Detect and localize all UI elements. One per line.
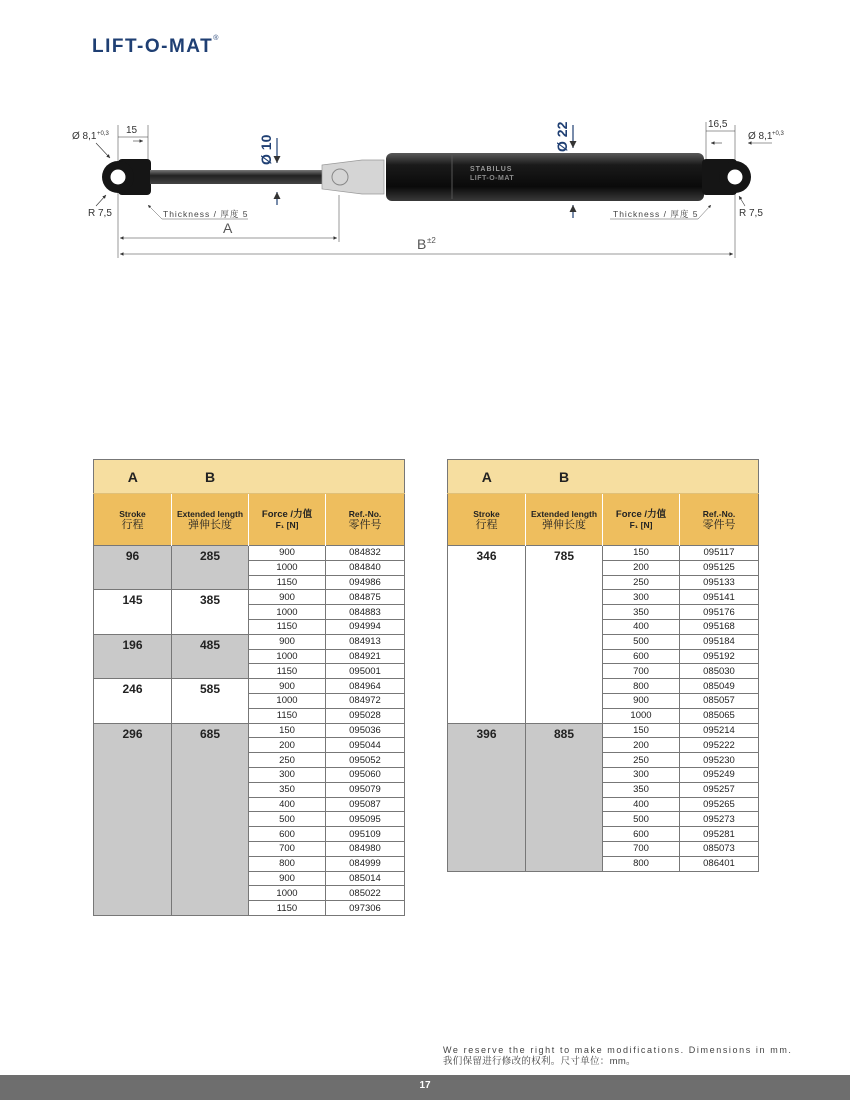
- force-value: 500: [249, 812, 326, 827]
- force-value: 200: [603, 560, 680, 575]
- ref-no-value: 095001: [326, 664, 405, 679]
- ref-no-value: 084840: [326, 560, 405, 575]
- ref-no-value: 084913: [326, 634, 405, 649]
- ref-no-value: 095079: [326, 782, 405, 797]
- stroke-header: Stroke 行程: [448, 494, 526, 546]
- ref-no-value: 095168: [680, 619, 759, 634]
- ref-no-value: 095060: [326, 767, 405, 782]
- force-value: 200: [603, 738, 680, 753]
- force-value: 900: [249, 871, 326, 886]
- ref-no-value: 086401: [680, 856, 759, 871]
- col-a-header: A: [94, 460, 172, 494]
- ref-no-value: 084921: [326, 649, 405, 664]
- ref-no-value: 094986: [326, 575, 405, 590]
- force-value: 1150: [249, 708, 326, 723]
- ref-no-value: 095184: [680, 634, 759, 649]
- right-eye-fitting: [702, 159, 751, 195]
- force-value: 1150: [249, 575, 326, 590]
- extended-length-value: 785: [526, 546, 603, 724]
- ref-no-value: 095214: [680, 723, 759, 738]
- force-value: 700: [249, 841, 326, 856]
- right-offset-dim: 16,5: [708, 119, 728, 130]
- ref-no-value: 084875: [326, 590, 405, 605]
- table-row: [94, 679, 405, 694]
- force-value: 300: [603, 767, 680, 782]
- force-value: 150: [249, 723, 326, 738]
- force-value: 1000: [603, 708, 680, 723]
- force-value: 600: [249, 827, 326, 842]
- ref-no-value: 084980: [326, 841, 405, 856]
- ref-no-value: 095265: [680, 797, 759, 812]
- force-value: 250: [603, 575, 680, 590]
- footnote: [443, 1045, 793, 1067]
- ref-no-value: 095176: [680, 605, 759, 620]
- force-value: 350: [249, 782, 326, 797]
- force-value: 400: [249, 797, 326, 812]
- table-row: [94, 634, 405, 649]
- force-value: 1150: [249, 664, 326, 679]
- stroke-value: 196: [94, 634, 172, 678]
- force-value: 1000: [249, 605, 326, 620]
- ref-no-header: Ref.-No. 零件号: [680, 494, 759, 546]
- left-eye-fitting: [102, 159, 151, 195]
- force-value: 900: [603, 693, 680, 708]
- force-value: 900: [249, 546, 326, 561]
- ref-no-value: 095249: [680, 767, 759, 782]
- ref-no-value: 095273: [680, 812, 759, 827]
- force-value: 800: [603, 856, 680, 871]
- ref-no-value: 095087: [326, 797, 405, 812]
- ref-no-value: 094994: [326, 619, 405, 634]
- force-value: 1150: [249, 901, 326, 916]
- ref-no-value: 095281: [680, 827, 759, 842]
- force-value: 250: [249, 753, 326, 768]
- table-row: [94, 590, 405, 605]
- ref-no-value: 095036: [326, 723, 405, 738]
- force-value: 1000: [249, 649, 326, 664]
- table-row: [94, 723, 405, 738]
- ref-no-value: 095044: [326, 738, 405, 753]
- dim-a-label: A: [223, 220, 233, 236]
- right-radius: R 7,5: [739, 208, 763, 219]
- ref-no-value: 085065: [680, 708, 759, 723]
- force-value: 800: [603, 679, 680, 694]
- ref-no-value: 095230: [680, 753, 759, 768]
- ref-no-value: 095222: [680, 738, 759, 753]
- pressure-tube: [386, 153, 704, 201]
- ref-no-value: 095125: [680, 560, 759, 575]
- page-number: 17: [419, 1080, 431, 1091]
- force-value: 500: [603, 634, 680, 649]
- ref-no-value: 095117: [680, 546, 759, 561]
- left-eye-tolerance: +0,3: [97, 131, 109, 137]
- ref-no-value: 084964: [326, 679, 405, 694]
- stroke-value: 96: [94, 546, 172, 590]
- left-radius: R 7,5: [88, 208, 112, 219]
- stroke-value: 145: [94, 590, 172, 634]
- force-value: 200: [249, 738, 326, 753]
- tube-diameter-label: Ø 22: [554, 121, 570, 152]
- ref-no-value: 085030: [680, 664, 759, 679]
- dim-b-label: B: [417, 236, 427, 252]
- ref-no-value: 095141: [680, 590, 759, 605]
- left-eye-diameter: Ø 8,1: [72, 131, 97, 142]
- registered-mark: ®: [213, 35, 219, 42]
- force-value: 900: [249, 679, 326, 694]
- dim-b-tolerance: ±2: [427, 236, 436, 245]
- force-value: 600: [603, 649, 680, 664]
- force-value: 700: [603, 841, 680, 856]
- force-value: 700: [603, 664, 680, 679]
- force-value: 150: [603, 546, 680, 561]
- ref-no-value: 097306: [326, 901, 405, 916]
- footnote-english: We reserve the right to make modifications. Dimensions in mm.: [443, 1045, 793, 1055]
- ref-no-value: 095052: [326, 753, 405, 768]
- ref-no-value: 085073: [680, 841, 759, 856]
- right-thickness: Thickness / 厚度 5: [613, 209, 699, 219]
- ref-no-value: 084883: [326, 605, 405, 620]
- ref-no-value: 085057: [680, 693, 759, 708]
- ref-no-value: 084832: [326, 546, 405, 561]
- left-offset-dim: 15: [126, 125, 138, 136]
- left-thickness: Thickness / 厚度 5: [163, 209, 249, 219]
- force-value: 150: [603, 723, 680, 738]
- rod-seal: [322, 160, 384, 194]
- force-value: 1000: [249, 886, 326, 901]
- ref-no-value: 084972: [326, 693, 405, 708]
- col-b-header: B: [526, 460, 603, 494]
- force-value: 500: [603, 812, 680, 827]
- force-value: 1000: [249, 560, 326, 575]
- force-value: 300: [603, 590, 680, 605]
- extended-length-value: 285: [172, 546, 249, 590]
- ref-no-value: 085022: [326, 886, 405, 901]
- spec-table-right: [447, 459, 759, 872]
- force-value: 350: [603, 782, 680, 797]
- ref-no-value: 084999: [326, 856, 405, 871]
- ref-no-value: 095192: [680, 649, 759, 664]
- tube-print-product: LIFT-O-MAT: [470, 175, 515, 182]
- extended-length-value: 885: [526, 723, 603, 871]
- col-b-header: B: [172, 460, 249, 494]
- table-row: [94, 546, 405, 561]
- ref-no-value: 095109: [326, 827, 405, 842]
- force-value: 900: [249, 590, 326, 605]
- force-value: 600: [603, 827, 680, 842]
- extended-length-value: 685: [172, 723, 249, 915]
- ref-no-value: 095028: [326, 708, 405, 723]
- footer-bar: [0, 1075, 850, 1100]
- stroke-value: 396: [448, 723, 526, 871]
- right-eye-tolerance: +0,3: [772, 131, 784, 137]
- tube-print-brand: STABILUS: [470, 166, 513, 173]
- extended-length-value: 485: [172, 634, 249, 678]
- force-value: 400: [603, 797, 680, 812]
- ref-no-value: 085014: [326, 871, 405, 886]
- piston-rod: [150, 170, 340, 184]
- stroke-value: 296: [94, 723, 172, 915]
- stroke-header: Stroke 行程: [94, 494, 172, 546]
- ref-no-value: 095257: [680, 782, 759, 797]
- table-row: [448, 546, 759, 561]
- ref-no-value: 095133: [680, 575, 759, 590]
- force-value: 900: [249, 634, 326, 649]
- extended-length-value: 585: [172, 679, 249, 723]
- brand-name: LIFT-O-MAT: [92, 36, 214, 57]
- ref-no-value: 095095: [326, 812, 405, 827]
- ref-no-header: Ref.-No. 零件号: [326, 494, 405, 546]
- extended-length-header: Extended length 弹伸长度: [526, 494, 603, 546]
- stroke-value: 246: [94, 679, 172, 723]
- table-row: [448, 723, 759, 738]
- force-value: 250: [603, 753, 680, 768]
- brand-logo: [92, 36, 218, 58]
- force-value: 800: [249, 856, 326, 871]
- force-header: Force /力值 F₁ [N]: [603, 494, 680, 546]
- force-value: 300: [249, 767, 326, 782]
- spec-table-left: [93, 459, 405, 916]
- col-a-header: A: [448, 460, 526, 494]
- rod-diameter-label: Ø 10: [258, 134, 274, 165]
- footnote-chinese: 我们保留进行修改的权利。尺寸单位：mm。: [443, 1056, 636, 1067]
- force-header: Force /力值 F₁ [N]: [249, 494, 326, 546]
- ref-no-value: 085049: [680, 679, 759, 694]
- right-eye-diameter: Ø 8,1: [748, 131, 773, 142]
- force-value: 350: [603, 605, 680, 620]
- force-value: 1150: [249, 619, 326, 634]
- gas-spring-drawing: [0, 100, 850, 270]
- extended-length-header: Extended length 弹伸长度: [172, 494, 249, 546]
- force-value: 400: [603, 619, 680, 634]
- stroke-value: 346: [448, 546, 526, 724]
- extended-length-value: 385: [172, 590, 249, 634]
- force-value: 1000: [249, 693, 326, 708]
